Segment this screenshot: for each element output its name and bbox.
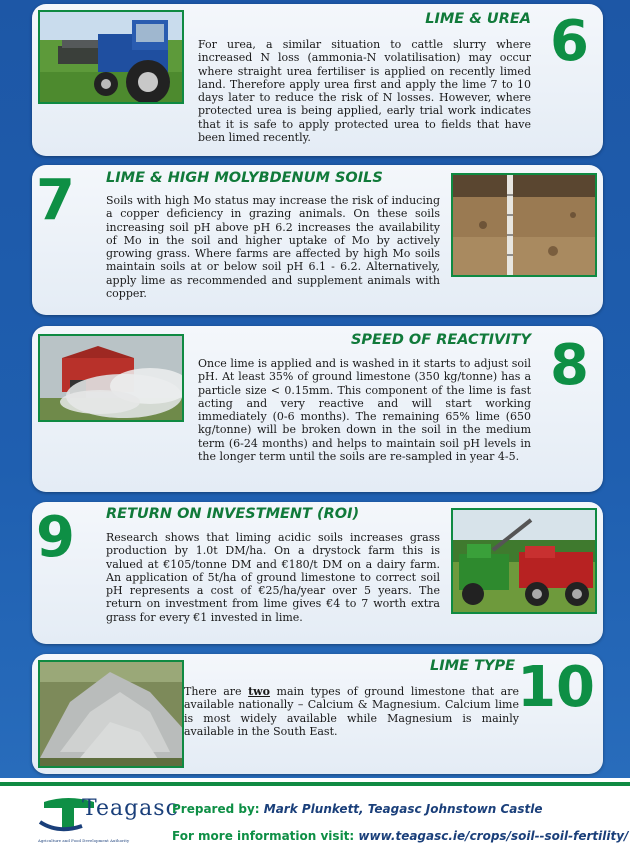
section-9-number: 9 bbox=[36, 505, 75, 570]
section-7-body: Soils with high Mo status may increase the risk of inducing a copper deficiency in grazing animals. On these soils increasing soil pH above pH 6.2 increases the availability of Mo in the soil and higher uptake of Mo by actively growing grass. Where farms are affected by high Mo soils maintain soils at or below soil pH 6.1 - 6.2. Alternatively, apply lime as recommended and supplement animals with copper. bbox=[106, 194, 440, 301]
section-card-9 bbox=[32, 502, 603, 644]
section-10-body bbox=[184, 685, 519, 738]
section-9-title: RETURN ON INVESTMENT (ROI) bbox=[106, 506, 360, 522]
teagasc-logo-subtitle: Agriculture and Food Development Authority bbox=[38, 838, 130, 843]
footer bbox=[0, 778, 630, 850]
footer-divider bbox=[0, 782, 630, 786]
section-7-number: 7 bbox=[36, 168, 75, 233]
section-8-number: 8 bbox=[550, 333, 589, 398]
section-10-title: LIME TYPE bbox=[430, 658, 515, 674]
teagasc-logo-text: Teagasc bbox=[82, 796, 179, 821]
lime-spreading-dust-photo bbox=[38, 334, 184, 422]
soil-profile-photo bbox=[451, 173, 597, 277]
section-card-6 bbox=[32, 4, 603, 156]
more-info-line bbox=[172, 829, 628, 843]
section-8-body: Once lime is applied and is washed in it starts to adjust soil pH. At least 35% of ground limestone (350 kg/tonne) has a particle size < 0.15mm. This component of the lime is fast acting and very reactive and will start working immediately (0-6 months). The remaining 65% lime (650 kg/tonne) will be broken down in the soil in the medium term (6-24 months) and helps to maintain soil pH levels in the longer term until the soils are re-sampled in year 4-5. bbox=[198, 357, 531, 464]
section-10-body-post: main types of ground limestone that are available nationally – Calcium & Magnesium. Calcium lime is most widely available while Magnesium is mainly available in the South East. bbox=[184, 685, 519, 738]
section-9-body: Research shows that liming acidic soils increases grass production by 1.0t DM/ha. On a drystock farm this is valued at €105/tonne DM and €180/t DM on a dairy farm. An application of 5t/ha of ground limestone to correct soil pH represents a cost of €25/ha/year over 5 years. The return on investment from lime gives €4 to 7 worth extra grass for every €1 invested in lime. bbox=[106, 531, 440, 624]
section-card-8 bbox=[32, 326, 603, 492]
teagasc-logo bbox=[38, 794, 179, 848]
section-10-number: 10 bbox=[517, 655, 595, 720]
section-6-body: For urea, a similar situation to cattle slurry where increased N loss (ammonia-N volatilisation) may occur where straight urea fertiliser is applied on recently limed land. Therefore apply urea first and apply the lime 7 to 10 days later to reduce the risk of N losses. However, where protected urea is being applied, early trial work indicates that it is safe to apply protected urea to fields that have been limed recently. bbox=[198, 38, 531, 145]
section-10-body-emph: two bbox=[248, 685, 270, 698]
section-card-7 bbox=[32, 165, 603, 315]
limestone-heap-photo bbox=[38, 660, 184, 768]
prepared-label: Prepared by: bbox=[172, 802, 260, 816]
tractor-spreader-photo bbox=[38, 10, 184, 104]
section-8-title: SPEED OF REACTIVITY bbox=[350, 332, 531, 348]
prepared-value: Mark Plunkett, Teagasc Johnstown Castle bbox=[263, 802, 543, 816]
silage-harvester-photo bbox=[451, 508, 597, 614]
section-6-number: 6 bbox=[550, 9, 589, 74]
prepared-by-line bbox=[172, 802, 543, 816]
info-url-link[interactable]: www.teagasc.ie/crops/soil--soil-fertility/ bbox=[358, 829, 629, 843]
section-card-10 bbox=[32, 654, 603, 774]
section-6-title: LIME & UREA bbox=[425, 11, 531, 27]
section-10-body-pre: There are bbox=[184, 685, 249, 698]
info-label: For more information visit: bbox=[172, 829, 355, 843]
section-7-title: LIME & HIGH MOLYBDENUM SOILS bbox=[106, 170, 383, 186]
